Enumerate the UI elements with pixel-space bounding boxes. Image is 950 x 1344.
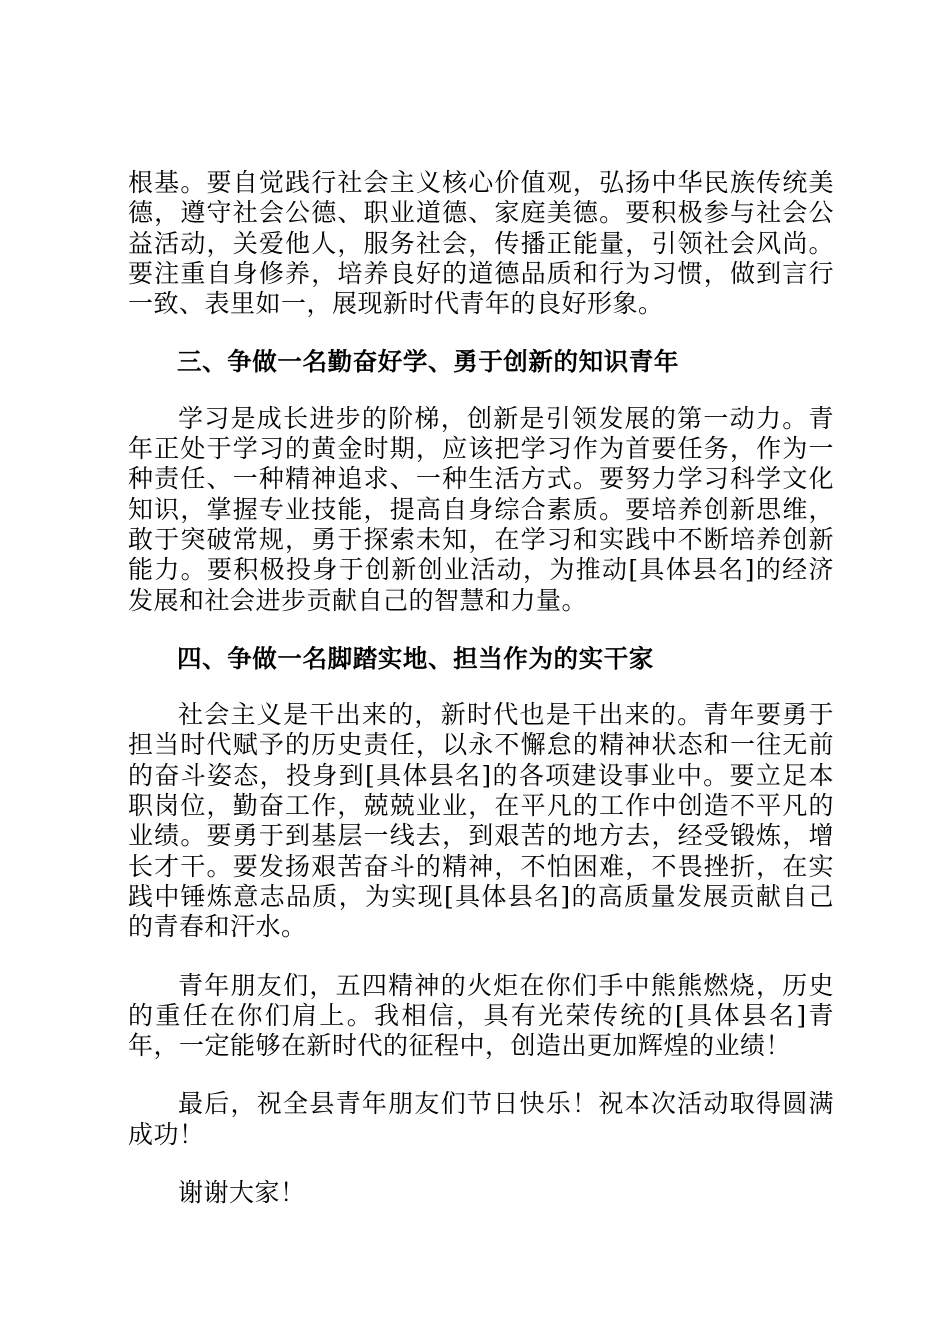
paragraph-continuation: 根基。要自觉践行社会主义核心价值观，弘扬中华民族传统美德，遵守社会公德、职业道德、家庭美德。要积极参与社会公益活动，关爱他人，服务社会，传播正能量，引领社会风尚。要注重自身修养，培养良好的道德品质和行为习惯，做到言行一致、表里如一，展现新时代青年的良好形象。 [128, 168, 834, 319]
section-heading-3: 三、争做一名勤奋好学、勇于创新的知识青年 [177, 347, 679, 377]
paragraph-wishes: 最后，祝全县青年朋友们节日快乐！祝本次活动取得圆满成功！ [128, 1089, 834, 1149]
paragraph-thanks: 谢谢大家！ [178, 1178, 306, 1208]
paragraph-section-4: 社会主义是干出来的，新时代也是干出来的。青年要勇于担当时代赋予的历史责任，以永不懈怠的精神状态和一往无前的奋斗姿态，投身到[具体县名]的各项建设事业中。要立足本职岗位，勤奋工作，兢兢业业，在平凡的工作中创造不平凡的业绩。要勇于到基层一线去，到艰苦的地方去，经受锻炼，增长才干。要发扬艰苦奋斗的精神，不怕困难，不畏挫折，在实践中锤炼意志品质，为实现[具体县名]的高质量发展贡献自己的青春和汗水。 [128, 700, 834, 942]
document-body [128, 168, 834, 1208]
paragraph-closing-address: 青年朋友们，五四精神的火炬在你们手中熊熊燃烧，历史的重任在你们肩上。我相信，具有光荣传统的[具体县名]青年，一定能够在新时代的征程中，创造出更加辉煌的业绩！ [128, 970, 834, 1061]
section-heading-4: 四、争做一名脚踏实地、担当作为的实干家 [177, 643, 654, 673]
paragraph-section-3: 学习是成长进步的阶梯，创新是引领发展的第一动力。青年正处于学习的黄金时期，应该把学习作为首要任务，作为一种责任、一种精神追求、一种生活方式。要努力学习科学文化知识，掌握专业技能，提高自身综合素质。要培养创新思维，敢于突破常规，勇于探索未知，在学习和实践中不断培养创新能力。要积极投身于创新创业活动，为推动[具体县名]的经济发展和社会进步贡献自己的智慧和力量。 [128, 403, 834, 615]
